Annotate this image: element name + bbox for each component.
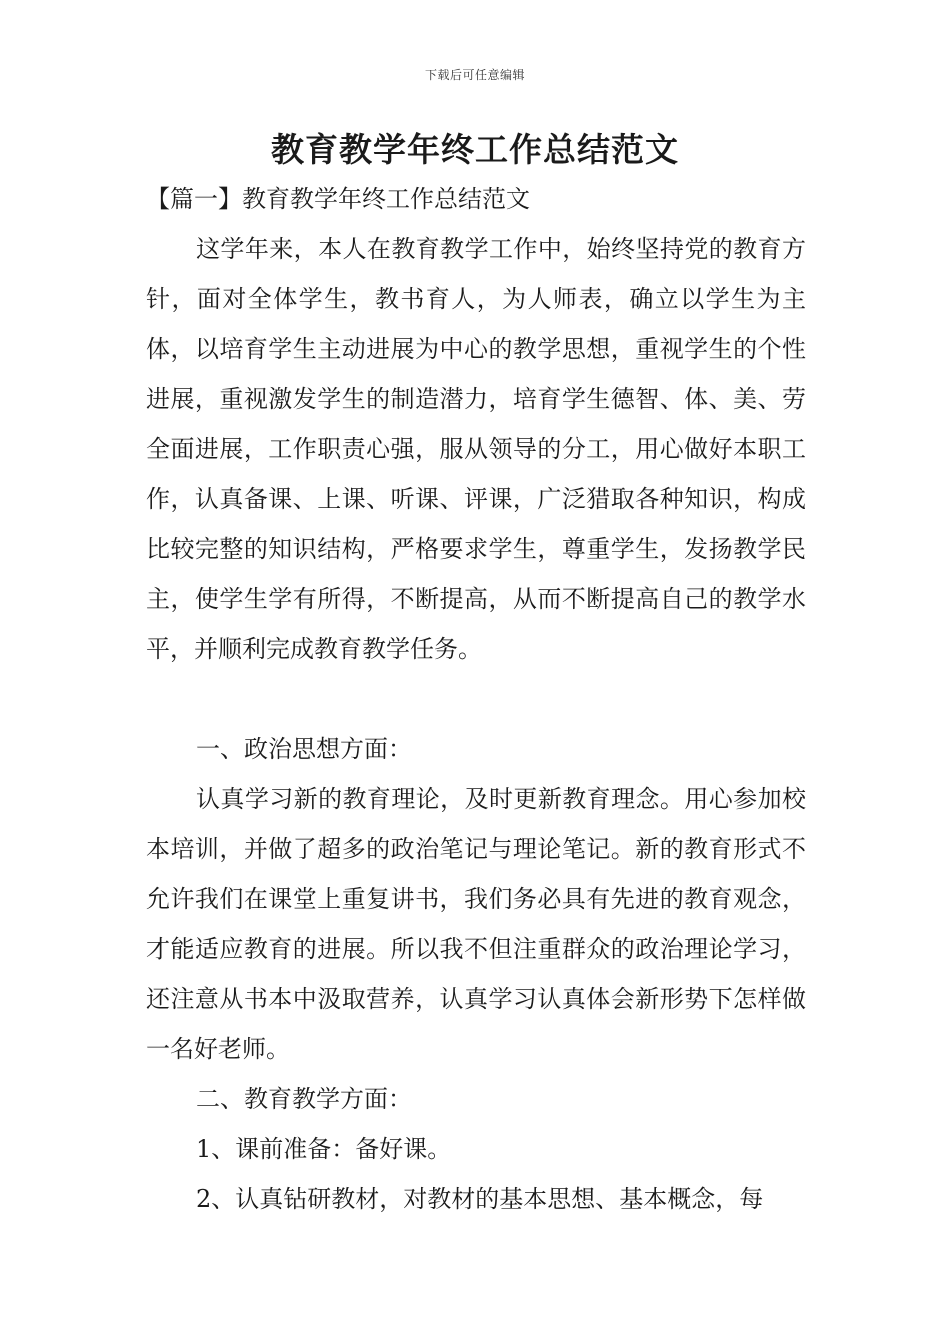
subheading-politics: 一、政治思想方面：: [196, 735, 412, 763]
paragraph-intro: 这学年来，本人在教育教学工作中，始终坚持党的教育方针，面对全体学生，教书育人，为人师表，确立以学生为主体，以培育学生主动进展为中心的教学思想，重视学生的个性进展，重视激发学生的制造潜力，培育学生德智、体、美、劳全面进展，工作职责心强，服从领导的分工，用心做好本职工作，认真备课、上课、听课、评课，广泛猎取各种知识，构成比较完整的知识结构，严格要求学生，尊重学生，发扬教学民主，使学生学有所得，不断提高，从而不断提高自己的教学水平，并顺利完成教育教学任务。: [146, 235, 806, 663]
list-item-preparation: 1、课前准备：备好课。: [196, 1135, 452, 1163]
subheading-teaching: 二、教育教学方面：: [196, 1085, 412, 1113]
section-heading: 【篇一】教育教学年终工作总结范文: [146, 185, 530, 213]
document-title: 教育教学年终工作总结范文: [271, 130, 679, 169]
paragraph-politics: 认真学习新的教育理论，及时更新教育理念。用心参加校本培训，并做了超多的政治笔记与理论笔记。新的教育形式不允许我们在课堂上重复讲书，我们务必具有先进的教育观念，才能适应教育的进展。所以我不但注重群众的政治理论学习，还注意从书本中汲取营养，认真学习认真体会新形势下怎样做一名好老师。: [146, 785, 806, 1063]
list-item-study-materials: 2、认真钻研教材，对教材的基本思想、基本概念，每: [196, 1185, 764, 1213]
header-note: 下载后可任意编辑: [424, 68, 525, 82]
